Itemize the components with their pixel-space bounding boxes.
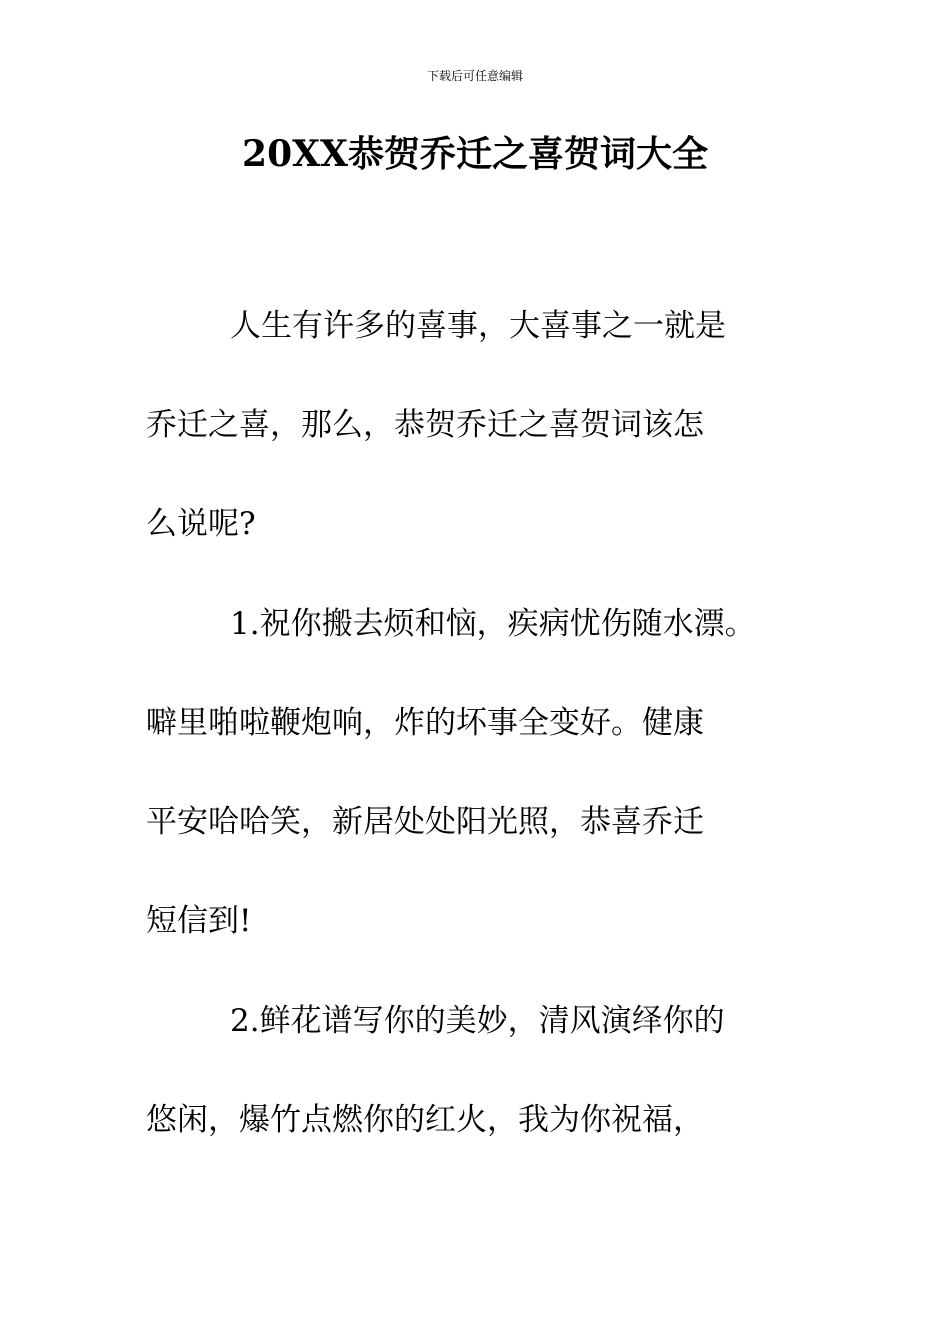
item-2-line-1: 2.鲜花谱写你的美妙，清风演绎你的 xyxy=(230,1003,725,1039)
item-1-line-3: 平安哈哈笑，新居处处阳光照，恭喜乔迁 xyxy=(146,804,704,840)
item-1-line-1: 1.祝你搬去烦和恼，疾病忧伤随水漂。 xyxy=(230,606,756,642)
paragraph-intro-line-2: 乔迁之喜，那么，恭贺乔迁之喜贺词该怎 xyxy=(146,407,704,443)
paragraph-intro-line-3: 么说呢? xyxy=(146,506,256,542)
item-1-line-4: 短信到! xyxy=(146,903,252,939)
item-1-line-2: 噼里啪啦鞭炮响，炸的坏事全变好。健康 xyxy=(146,705,704,741)
document-title: 20XX恭贺乔迁之喜贺词大全 xyxy=(242,133,708,175)
paragraph-intro-line-1: 人生有许多的喜事，大喜事之一就是 xyxy=(230,308,726,344)
item-2-line-2: 悠闲，爆竹点燃你的红火，我为你祝福， xyxy=(146,1102,704,1138)
header-note: 下载后可任意编辑 xyxy=(426,69,523,83)
